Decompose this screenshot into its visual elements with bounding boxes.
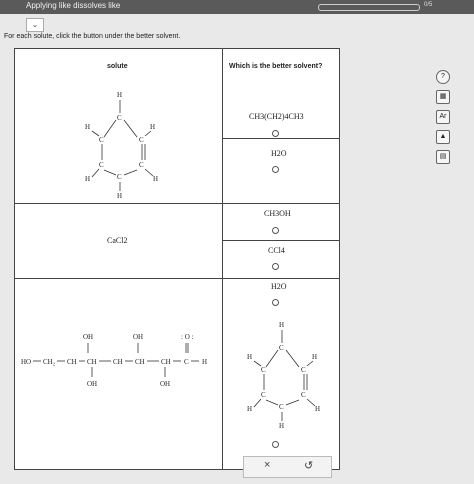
svg-text:OH: OH — [133, 333, 144, 341]
radio-button[interactable] — [272, 299, 279, 306]
solvent-option-label: CCl4 — [268, 246, 285, 255]
sugar-chain-structure — [15, 329, 220, 399]
progress-bar — [318, 4, 420, 11]
radio-button[interactable] — [272, 263, 279, 270]
svg-text:H: H — [202, 358, 208, 366]
svg-text:C: C — [279, 344, 284, 352]
svg-text:H: H — [117, 192, 123, 199]
close-button[interactable]: × — [264, 459, 271, 471]
periodic-table-icon[interactable]: Ar — [436, 110, 450, 124]
cell-divider — [222, 240, 339, 241]
progress-text: 0/5 — [424, 2, 433, 8]
svg-text:C: C — [301, 391, 306, 399]
svg-text:C: C — [261, 391, 266, 399]
calculator-icon[interactable]: ▦ — [436, 90, 450, 104]
row-divider — [15, 278, 339, 279]
svg-text:H: H — [153, 175, 159, 183]
svg-text:C: C — [117, 114, 122, 122]
svg-text:H: H — [312, 353, 318, 361]
svg-text:C: C — [184, 358, 189, 366]
assignment-title: Applying like dissolves like — [26, 1, 121, 10]
undo-button[interactable]: ↺ — [304, 460, 314, 472]
solvent-option-label: CH3(CH2)4CH3 — [249, 112, 304, 121]
radio-button[interactable] — [272, 227, 279, 234]
row-divider — [15, 203, 339, 204]
svg-text:H: H — [247, 353, 253, 361]
svg-text:H: H — [117, 91, 123, 99]
svg-text:H: H — [279, 321, 285, 329]
chevron-down-icon: ⌄ — [31, 20, 39, 29]
svg-text:H: H — [85, 175, 91, 183]
svg-text:H: H — [279, 422, 285, 429]
header-solvent: Which is the better solvent? — [229, 63, 323, 70]
svg-text:C: C — [301, 366, 306, 374]
solute-label: CaCl2 — [107, 236, 128, 245]
tool-sidebar — [430, 64, 474, 184]
svg-text:CH: CH — [135, 358, 145, 366]
svg-text:H: H — [247, 405, 253, 413]
svg-text:H: H — [85, 123, 91, 131]
svg-text:C: C — [261, 366, 266, 374]
svg-text:CH: CH — [161, 358, 171, 366]
svg-text:H: H — [150, 123, 156, 131]
solvent-table — [14, 48, 340, 470]
chart-icon[interactable]: ▲ — [436, 130, 450, 144]
svg-text:C: C — [117, 173, 122, 181]
svg-text:: O :: : O : — [181, 333, 194, 341]
svg-text:OH: OH — [87, 380, 98, 388]
collapse-chevron-button[interactable] — [26, 18, 44, 32]
svg-text:CH: CH — [87, 358, 97, 366]
svg-text:CH: CH — [67, 358, 77, 366]
svg-text:C: C — [99, 136, 104, 144]
svg-text:H: H — [315, 405, 321, 413]
benzene-structure — [65, 89, 175, 199]
solvent-option-label: H2O — [271, 282, 287, 291]
radio-button[interactable] — [272, 441, 279, 448]
svg-text:HO: HO — [21, 358, 32, 366]
data-icon[interactable]: ▤ — [436, 150, 450, 164]
header-solute: solute — [107, 63, 128, 70]
help-icon[interactable]: ? — [436, 70, 450, 84]
svg-text:C: C — [139, 136, 144, 144]
radio-button[interactable] — [272, 166, 279, 173]
solvent-option-label: CH3OH — [264, 209, 291, 218]
instructions: For each solute, click the button under the better solvent. — [4, 33, 181, 40]
svg-text:C: C — [279, 403, 284, 411]
svg-text:OH: OH — [160, 380, 171, 388]
top-bar — [0, 0, 474, 14]
svg-text:CH: CH — [113, 358, 123, 366]
cell-divider — [222, 138, 339, 139]
svg-text:OH: OH — [83, 333, 94, 341]
svg-text:C: C — [99, 161, 104, 169]
svg-text:C: C — [139, 161, 144, 169]
radio-button[interactable] — [272, 130, 279, 137]
column-divider — [222, 49, 223, 469]
action-bar — [243, 456, 332, 478]
benzene-structure — [227, 319, 337, 429]
solvent-option-label: H2O — [271, 149, 287, 158]
svg-text:CH₂: CH₂ — [43, 358, 56, 366]
